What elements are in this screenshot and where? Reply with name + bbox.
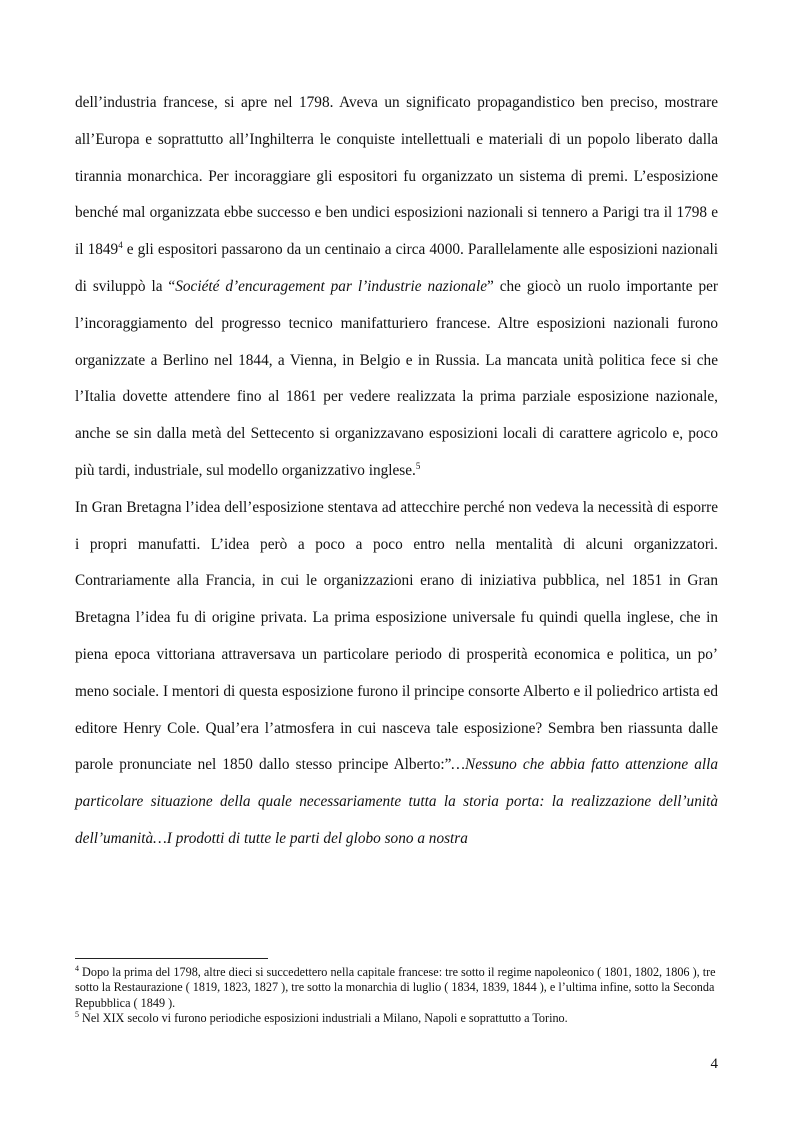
footnote-number: 5	[75, 1009, 79, 1019]
italic-quote: …Nessuno che abbia fatto attenzione alla particolare situazione della quale necessariamente tutta la storia porta: la realizzazione dell’unità dell’umanità…I prodotti di tutte le parti del globo sono a nostra	[75, 756, 718, 847]
footnote-divider	[75, 958, 268, 959]
footnote-4	[75, 965, 718, 1011]
italic-title: Société d’encuragement par l’industrie nazionale	[175, 277, 487, 295]
body-paragraph-2	[75, 490, 718, 858]
footnote-number: 4	[75, 964, 79, 973]
footnote-5	[75, 1011, 718, 1026]
paragraph-text: ” che giocò un ruolo importante per l’incoraggiamento del progresso tecnico manifatturiero francese. Altre esposizioni nazionali furono organizzate a Berlino nel 1844, a Vienna, in Belgio e in Russia. La mancata unità politica fece si che l’Italia dovette attendere fino al 1861 per vedere realizzata la prima parziale esposizione nazionale, anche se sin dalla metà del Settecento si organizzavano esposizioni locali di carattere agricolo e, poco più tardi, industriale, sul modello organizzativo inglese.	[75, 277, 718, 479]
footnotes-section	[75, 958, 718, 1026]
paragraph-text: In Gran Bretagna l’idea dell’esposizione stentava ad attecchire perché non vedeva la necessità di esporre i propri manufatti. L’idea però a poco a poco entro nella mentalità di alcuni organizzatori. Contrariamente alla Francia, in cui le organizzazioni erano di iniziativa pubblica, nel 1851 in Gran Bretagna l’idea fu di origine privata. La prima esposizione universale fu quindi quella inglese, che in piena epoca vittoriana attraversava un particolare periodo di prosperità economica e politica, un po’ meno sociale. I mentori di questa esposizione furono il principe consorte Alberto e il poliedrico artista ed editore Henry Cole. Qual’era l’atmosfera in cui nasceva tale esposizione? Sembra ben riassunta dalle parole pronunciate nel 1850 dallo stesso principe Alberto:”	[75, 498, 718, 774]
footnote-text: Dopo la prima del 1798, altre dieci si succedettero nella capitale francese: tre sotto il regime napoleonico ( 1801, 1802, 1806 ), tre sotto la Restaurazione ( 1819, 1823, 1827 ), tre sotto la monarchia di luglio ( 1834, 1839, 1844 ), e l’ultima infine, sotto la Seconda Repubblica ( 1849 ).	[75, 965, 716, 1010]
body-paragraph-1	[75, 85, 718, 490]
footnote-ref-5[interactable]: 5	[415, 460, 421, 471]
page-body	[75, 85, 718, 858]
paragraph-text: dell’industria francese, si apre nel 1798. Aveva un significato propagandistico ben preciso, mostrare all’Europa e soprattutto all’Inghilterra le conquiste intellettuali e materiali di un popolo liberato dalla tirannia monarchica. Per incoraggiare gli espositori fu organizzato un sistema di premi. L’esposizione benché mal organizzata ebbe successo e ben undici esposizioni nazionali si tennero a Parigi tra il 1798 e il 1849	[75, 94, 718, 259]
footnote-text: Nel XIX secolo vi furono periodiche esposizioni industriali a Milano, Napoli e soprattutto a Torino.	[79, 1010, 568, 1025]
paragraph-text: e gli espositori passarono da un centinaio a circa 4000. Parallelamente alle esposizioni nazionali di sviluppò la “	[75, 241, 718, 295]
footnote-ref-4[interactable]: 4	[118, 240, 123, 251]
page-number: 4	[710, 1056, 718, 1072]
